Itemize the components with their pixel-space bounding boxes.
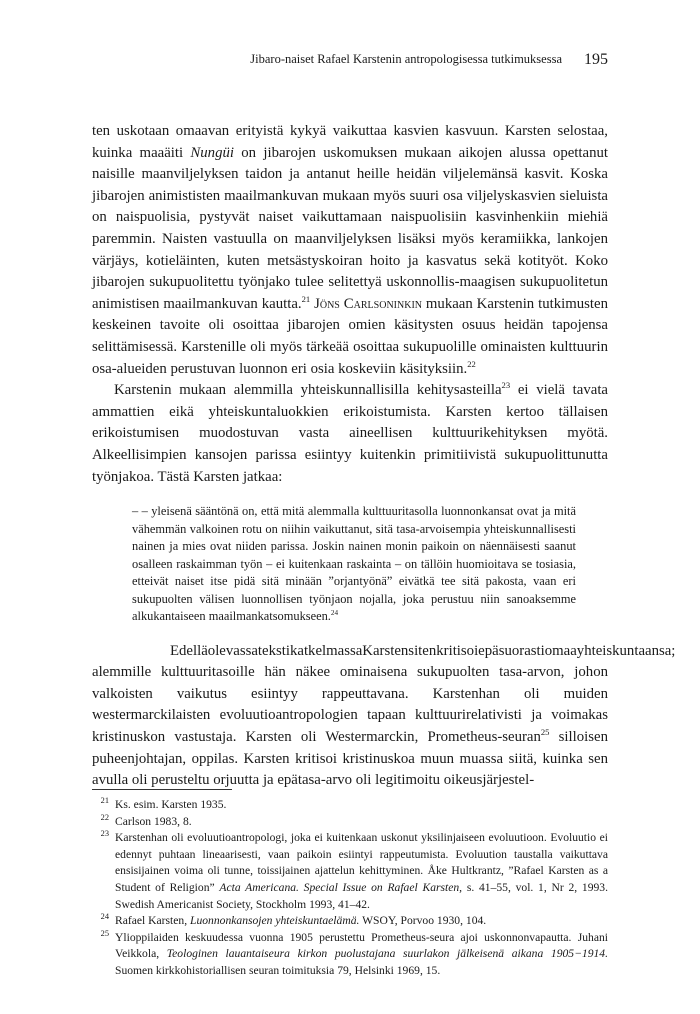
paragraph-text: ten uskotaan omaavan erityistä kykyä vaikuttaa kasvien kasvuun. Karsten selostaa, kuinka maaäiti <box>92 123 608 161</box>
footnote-text <box>115 830 608 913</box>
footnote-text: Carlson 1983, 8. <box>115 814 192 828</box>
paragraph-2 <box>92 380 608 488</box>
footnote-text-part: WSOY, Porvoo 1930, 104. <box>359 914 487 928</box>
footnotes <box>92 797 608 980</box>
footnote-text-part: Rafael Karsten, <box>115 914 191 928</box>
footnote-25 <box>92 930 608 980</box>
paragraph-text: on jibarojen uskomuksen mukaan aikojen alussa opettanut naisille maanviljelyksen taidon ja antanut heille heidän viljelemänsä kasvit. Koska jibarojen animististen maailmankuvan mukaan myös suuri osa viljelyskasvien sieluista on naispuolisia, pystyvät naiset vaikuttamaan naispuolisiin kasvinhenkiin miehiä paremmin. Naisten vastuulla on maanviljelyksen lisäksi myös keramiikka, lankojen värjäys, kotieläinten, kuten metsästyskoiran hoito ja kasvatus sekä kotityöt. Koko jibarojen sukupuolitettu työnjako tulee selitettyä uskonnollis-maagisen sukupuolitetun animistisen maailmankuvan kautta. <box>92 144 608 312</box>
small-caps-name: Jöns Carlsoninkin <box>314 295 422 312</box>
footnote-text-part: Karstenhan oli evoluutioantropologi, joka ei kuitenkaan uskonut yksilinjaiseen evoluutioon. Evoluutio ei edennyt puhtaan lineaarisesti, vaan paikoin esiintyi rappeutumista. Evoluution taustalla vaikuttava ensisijainen voima oli tunne, toissijainen ajattelun kehittyminen. Åke Hultkrantz, ”Rafael Karsten as a Student of Religion” <box>115 831 608 894</box>
footnote-text-part: s. 41–55, vol. 1, Nr 2, 1993. Swedish Americanist Society, Stockholm 1993, 41–42. <box>115 880 608 911</box>
quote-text: – – yleisenä sääntönä on, että mitä alemmalla kulttuuritasolla luonnonkansat ovat ja mitä vähemmän valkoinen rotu on niihin vaikuttanut, sitä tasa-arvoisempia yhteiskunnallisesti nainen ja mies ovat niiden parissa. Joskin nainen monin paikoin on näennäisesti saanut osalleen raskaimman työn – ei kuitenkaan raskainta – on tällöin huomioitava se tosiasia, etteivät naiset itse pidä sitä minään ”orjantyönä” eivätkä tee sitä pakosta, vaan eri sukupuolten välisen luonnollisen työnjaon nojalla, joka perustuu niin sanoaksemme alkukantaiseen maailmankatsomukseen. <box>132 504 576 624</box>
footnote-number: 25 <box>100 928 109 938</box>
footnote-ref-21[interactable]: 21 <box>301 293 311 304</box>
footnote-text: Ks. esim. Karsten 1935. <box>115 798 227 811</box>
footnote-number: 24 <box>100 912 109 922</box>
footnote-text-part: Suomen kirkkohistoriallisen seuran toimituksia 79, Helsinki 1969, 15. <box>115 963 441 977</box>
footnote-ref-24[interactable]: 24 <box>330 608 339 617</box>
footnote-text <box>115 930 608 980</box>
footnote-ref-22[interactable]: 22 <box>467 358 476 369</box>
running-header <box>60 50 608 68</box>
running-title: Jibaro-naiset Rafael Karstenin antropologisessa tutkimuksessa <box>250 52 562 66</box>
footnote-text-part: Ylioppilaiden keskuudessa vuonna 1905 perustettu Prometheus-seura ajoi uskonnonvapautta. Juhani Veikkola, <box>115 930 608 961</box>
block-quote <box>132 503 576 626</box>
footnote-23 <box>92 830 608 913</box>
footnote-24 <box>92 913 608 930</box>
footnote-number: 23 <box>100 829 109 839</box>
footnote-number: 22 <box>100 812 109 822</box>
footnote-ref-25[interactable]: 25 <box>540 727 550 738</box>
paragraph-text: mukaan Karstenin tutkimusten keskeinen tavoite oli osoittaa jibarojen omien käsitysten osuus heidän tapojensa selittämisessä. Karstenille oli myös tärkeää osoittaa sukupuolille ominaisten kulttuurin osa-alueiden perustuvan luonnon eri osia koskeviin käsityksiin. <box>92 295 608 377</box>
paragraph-text: ei vielä tavata ammattien eikä yhteiskuntaluokkien erikoistumista. Karsten kertoo tällaisen erikoistumisen muodostuvan vasta aineellisen kulttuurikehityksen myötä. Alkeellisimpien kansojen parissa esiintyy kuitenkin primitiivistä sukupuolittunutta työnjakoa. Tästä Karsten jatkaa: <box>92 382 608 485</box>
footnote-number: 21 <box>100 796 109 806</box>
emphasis-nungui: Nungüi <box>190 144 234 161</box>
body-text <box>92 121 676 792</box>
page-number: 195 <box>584 51 608 68</box>
footnote-21 <box>92 797 608 814</box>
paragraph-3 <box>92 641 676 792</box>
footnote-citation-title: Luonnonkansojen yhteiskuntaelämä. <box>190 914 360 928</box>
paragraph-text: EdelläolevassatekstikatkelmassaKarstensitenkritisoiepäsuorastiomaayhteiskuntaansa; alemmille kulttuuritasoille hän näkee ominaisena sukupuolten tasa-arvon, johon valkoisten vaikutus esiintyy rappeuttavana. Karstenhan oli muiden westermarckilaisten evoluutioantropologien tapaan kulttuurirelativisti ja voimakas kristinuskon vastustaja. Karsten oli Westermarckin, Prometheus-seuran <box>92 642 676 745</box>
footnote-citation-title: Teologinen lauantaiseura kirkon puolustajana suurlakon jälkeisenä aikana 1905−1914. <box>166 947 609 961</box>
footnote-text <box>115 913 608 930</box>
footnote-ref-23[interactable]: 23 <box>501 380 511 391</box>
paragraph-text: Karstenin mukaan alemmilla yhteiskunnallisilla kehitysasteilla <box>114 382 502 399</box>
paragraph-1 <box>92 121 608 380</box>
footnote-22 <box>92 814 608 831</box>
paragraph-text: silloisen puheenjohtajan, oppilas. Karsten kritisoi kristinuskoa muun muassa siitä, kuinka sen avulla oli perusteltu orjuutta ja epätasa-arvo oli legitimoitu oikeusjärjestel- <box>92 728 608 789</box>
footnote-citation-title: Acta Americana. Special Issue on Rafael Karsten, <box>219 880 463 894</box>
footnote-divider <box>92 789 232 790</box>
